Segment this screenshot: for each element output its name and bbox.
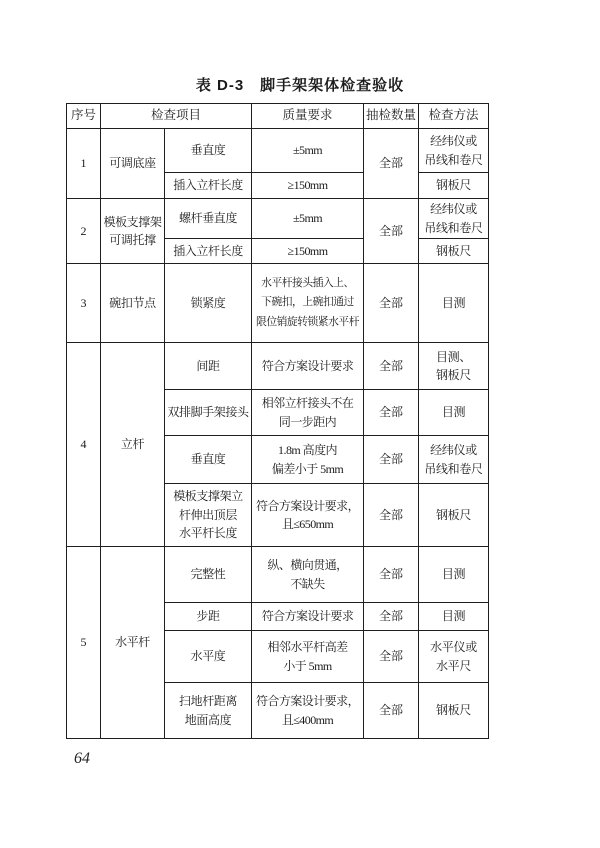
cell-method: 钢板尺 xyxy=(419,239,489,264)
inspection-table xyxy=(66,103,489,739)
cell-quality: ±5mm xyxy=(252,129,364,173)
cell-quality: ≥150mm xyxy=(252,173,364,199)
cell-no: 2 xyxy=(67,199,101,264)
cell-item: 步距 xyxy=(165,603,252,631)
cell-item: 完整性 xyxy=(165,547,252,603)
cell-group: 模板支撑架 可调托撑 xyxy=(101,199,165,264)
col-header-item: 检查项目 xyxy=(101,104,252,129)
cell-quality: ±5mm xyxy=(252,199,364,239)
cell-item: 双排脚手架接头 xyxy=(165,390,252,436)
table-row xyxy=(67,199,489,239)
cell-quality: 相邻水平杆高差 小于 5mm xyxy=(252,631,364,683)
cell-sample: 全部 xyxy=(364,343,419,390)
cell-item: 模板支撑架立 杆伸出顶层 水平杆长度 xyxy=(165,484,252,547)
cell-group: 立杆 xyxy=(101,343,165,547)
cell-method: 目测 xyxy=(419,264,489,343)
cell-item: 锁紧度 xyxy=(165,264,252,343)
col-header-quality: 质量要求 xyxy=(252,104,364,129)
cell-no: 5 xyxy=(67,547,101,739)
table-title: 表 D-3 脚手架架体检查验收 xyxy=(195,77,405,94)
table-row xyxy=(67,343,489,390)
cell-method: 目测、 钢板尺 xyxy=(419,343,489,390)
cell-group: 可调底座 xyxy=(101,129,165,199)
cell-no: 1 xyxy=(67,129,101,199)
cell-method: 经纬仪或 吊线和卷尺 xyxy=(419,436,489,484)
cell-quality: 符合方案设计要求 xyxy=(252,603,364,631)
cell-method: 经纬仪或 吊线和卷尺 xyxy=(419,129,489,173)
cell-sample: 全部 xyxy=(364,547,419,603)
cell-sample: 全部 xyxy=(364,264,419,343)
cell-quality: 水平杆接头插入上、 下碗扣，上碗扣通过 限位销旋转锁紧水平杆 xyxy=(252,264,364,343)
table-row xyxy=(67,264,489,343)
col-header-sample: 抽检数量 xyxy=(364,104,419,129)
cell-sample: 全部 xyxy=(364,129,419,199)
cell-quality: ≥150mm xyxy=(252,239,364,264)
cell-item: 插入立杆长度 xyxy=(165,239,252,264)
cell-method: 目测 xyxy=(419,547,489,603)
cell-method: 钢板尺 xyxy=(419,683,489,739)
cell-sample: 全部 xyxy=(364,390,419,436)
table-row xyxy=(67,129,489,173)
cell-sample: 全部 xyxy=(364,683,419,739)
page-number: 64 xyxy=(74,750,90,767)
cell-no: 4 xyxy=(67,343,101,547)
cell-quality: 相邻立杆接头不在 同一步距内 xyxy=(252,390,364,436)
cell-sample: 全部 xyxy=(364,199,419,264)
cell-quality: 符合方案设计要求， 且≤400mm xyxy=(252,683,364,739)
cell-quality: 符合方案设计要求 xyxy=(252,343,364,390)
col-header-method: 检查方法 xyxy=(419,104,489,129)
cell-quality: 1.8m 高度内 偏差小于 5mm xyxy=(252,436,364,484)
cell-method: 目测 xyxy=(419,390,489,436)
cell-item: 垂直度 xyxy=(165,129,252,173)
cell-method: 钢板尺 xyxy=(419,173,489,199)
cell-item: 水平度 xyxy=(165,631,252,683)
cell-item: 插入立杆长度 xyxy=(165,173,252,199)
cell-sample: 全部 xyxy=(364,631,419,683)
cell-sample: 全部 xyxy=(364,484,419,547)
cell-quality: 纵、横向贯通， 不缺失 xyxy=(252,547,364,603)
cell-item: 螺杆垂直度 xyxy=(165,199,252,239)
cell-group: 水平杆 xyxy=(101,547,165,739)
cell-group: 碗扣节点 xyxy=(101,264,165,343)
cell-method: 目测 xyxy=(419,603,489,631)
col-header-no: 序号 xyxy=(67,104,101,129)
cell-item: 扫地杆距离 地面高度 xyxy=(165,683,252,739)
cell-no: 3 xyxy=(67,264,101,343)
cell-quality: 符合方案设计要求， 且≤650mm xyxy=(252,484,364,547)
table-header-row xyxy=(67,104,489,129)
cell-sample: 全部 xyxy=(364,603,419,631)
table-row xyxy=(67,547,489,603)
cell-item: 间距 xyxy=(165,343,252,390)
cell-method: 经纬仪或 吊线和卷尺 xyxy=(419,199,489,239)
cell-method: 钢板尺 xyxy=(419,484,489,547)
cell-sample: 全部 xyxy=(364,436,419,484)
cell-method: 水平仪或 水平尺 xyxy=(419,631,489,683)
cell-item: 垂直度 xyxy=(165,436,252,484)
